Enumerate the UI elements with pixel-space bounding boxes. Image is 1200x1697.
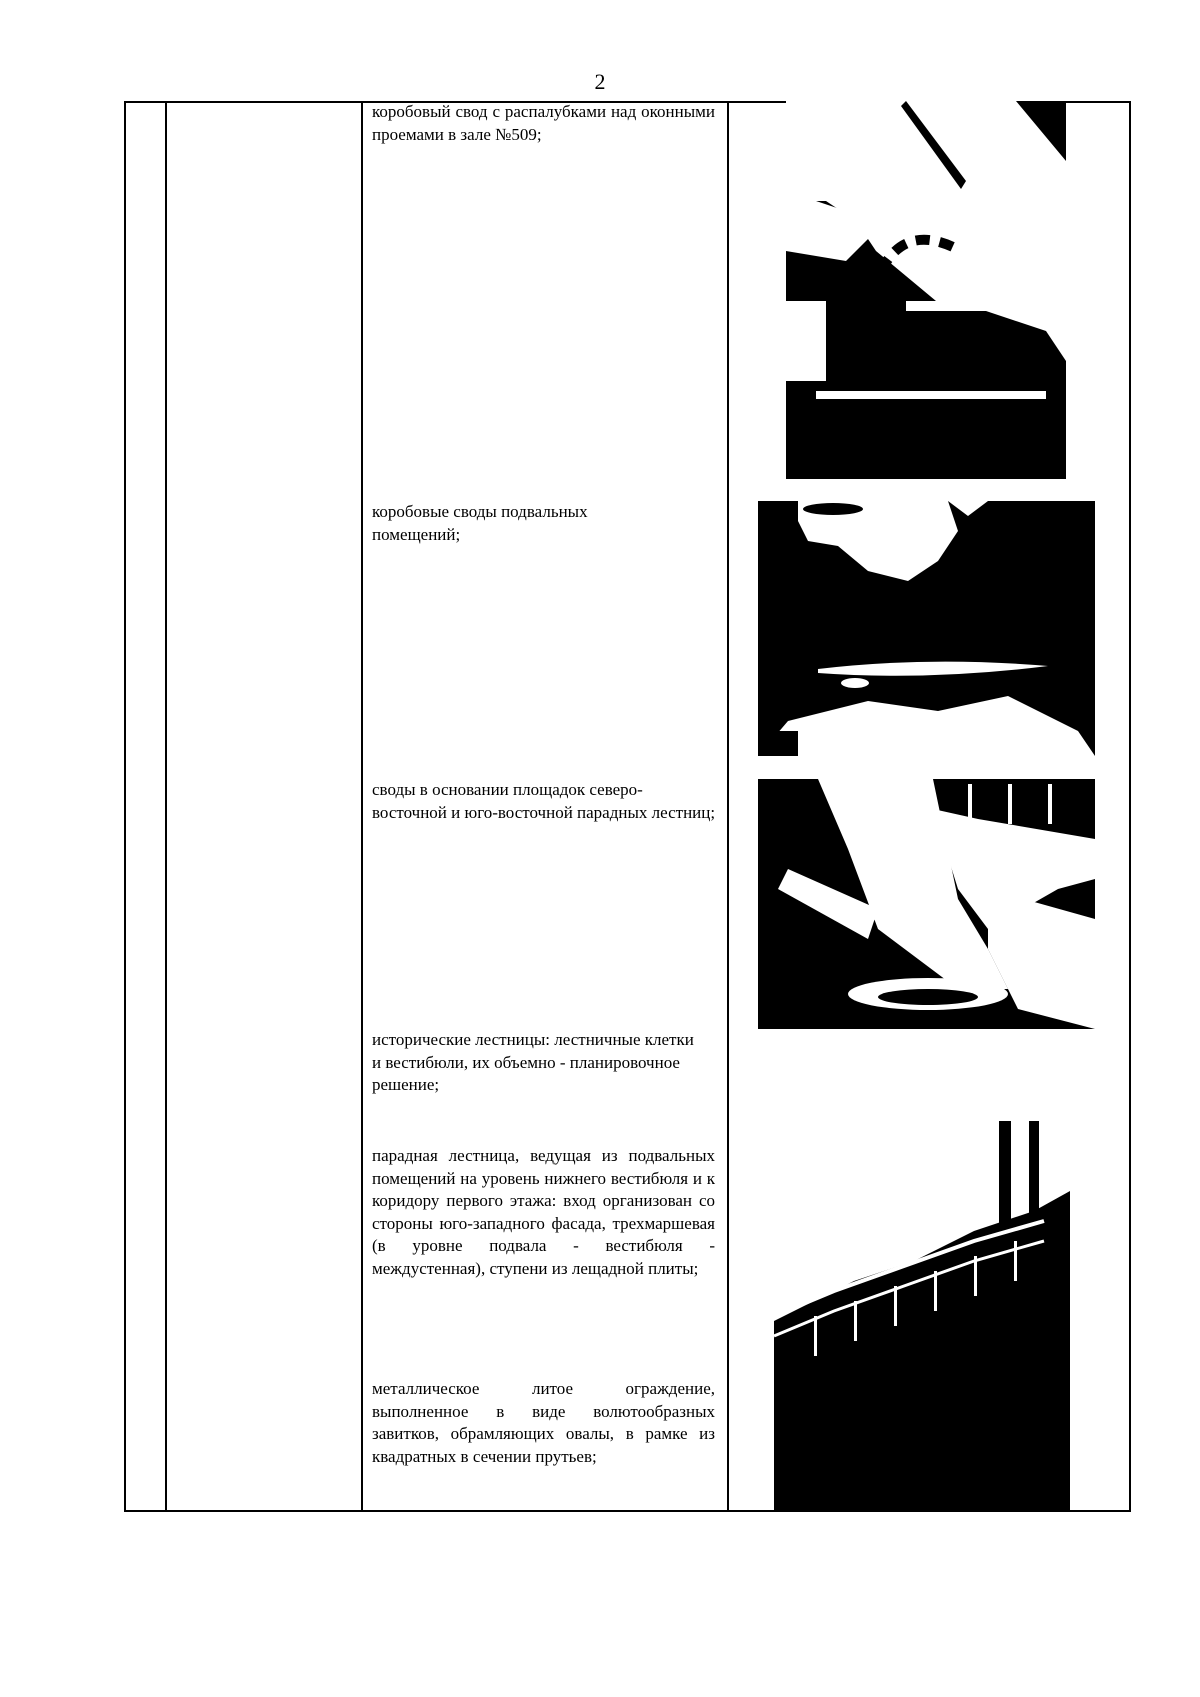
feature-text-basement-vaults: коробовые своды подвальных помещений; [372, 502, 588, 544]
page-number: 2 [594, 69, 606, 94]
column-divider [361, 101, 363, 1512]
basement-vaults-photo [758, 501, 1095, 756]
feature-text-main-staircase: парадная лестница, ведущая из подвальных помещений на уровень нижнего вестибюля и к коридору первого этажа: вход организован со стороны юго-западного фасада, трехмаршевая (в уровне подвала - вестибюля - междустенная), ступени из лещадной плиты; [372, 1146, 715, 1278]
column-divider [165, 101, 167, 1512]
column-divider [727, 101, 729, 1512]
feature-text-vault-hall-509: коробовый свод с распалубками над оконными проемами в зале №509; [372, 102, 715, 144]
feature-text-landing-vaults: своды в основании площадок северо-восточной и юго-восточной парадных лестниц; [372, 780, 716, 822]
staircase-landing-vaults-photo [758, 779, 1095, 1029]
main-staircase-railing-photo [774, 1121, 1070, 1512]
feature-text-historic-stairs: исторические лестницы: лестничные клетки и вестибюли, их объемно - планировочное решение; [372, 1030, 694, 1094]
vault-with-lunettes-photo [786, 101, 1066, 479]
feature-text-cast-railing: металлическое литое ограждение, выполненное в виде волютообразных завитков, обрамляющих овалы, в рамке из квадратных в сечении прутьев; [372, 1379, 715, 1466]
